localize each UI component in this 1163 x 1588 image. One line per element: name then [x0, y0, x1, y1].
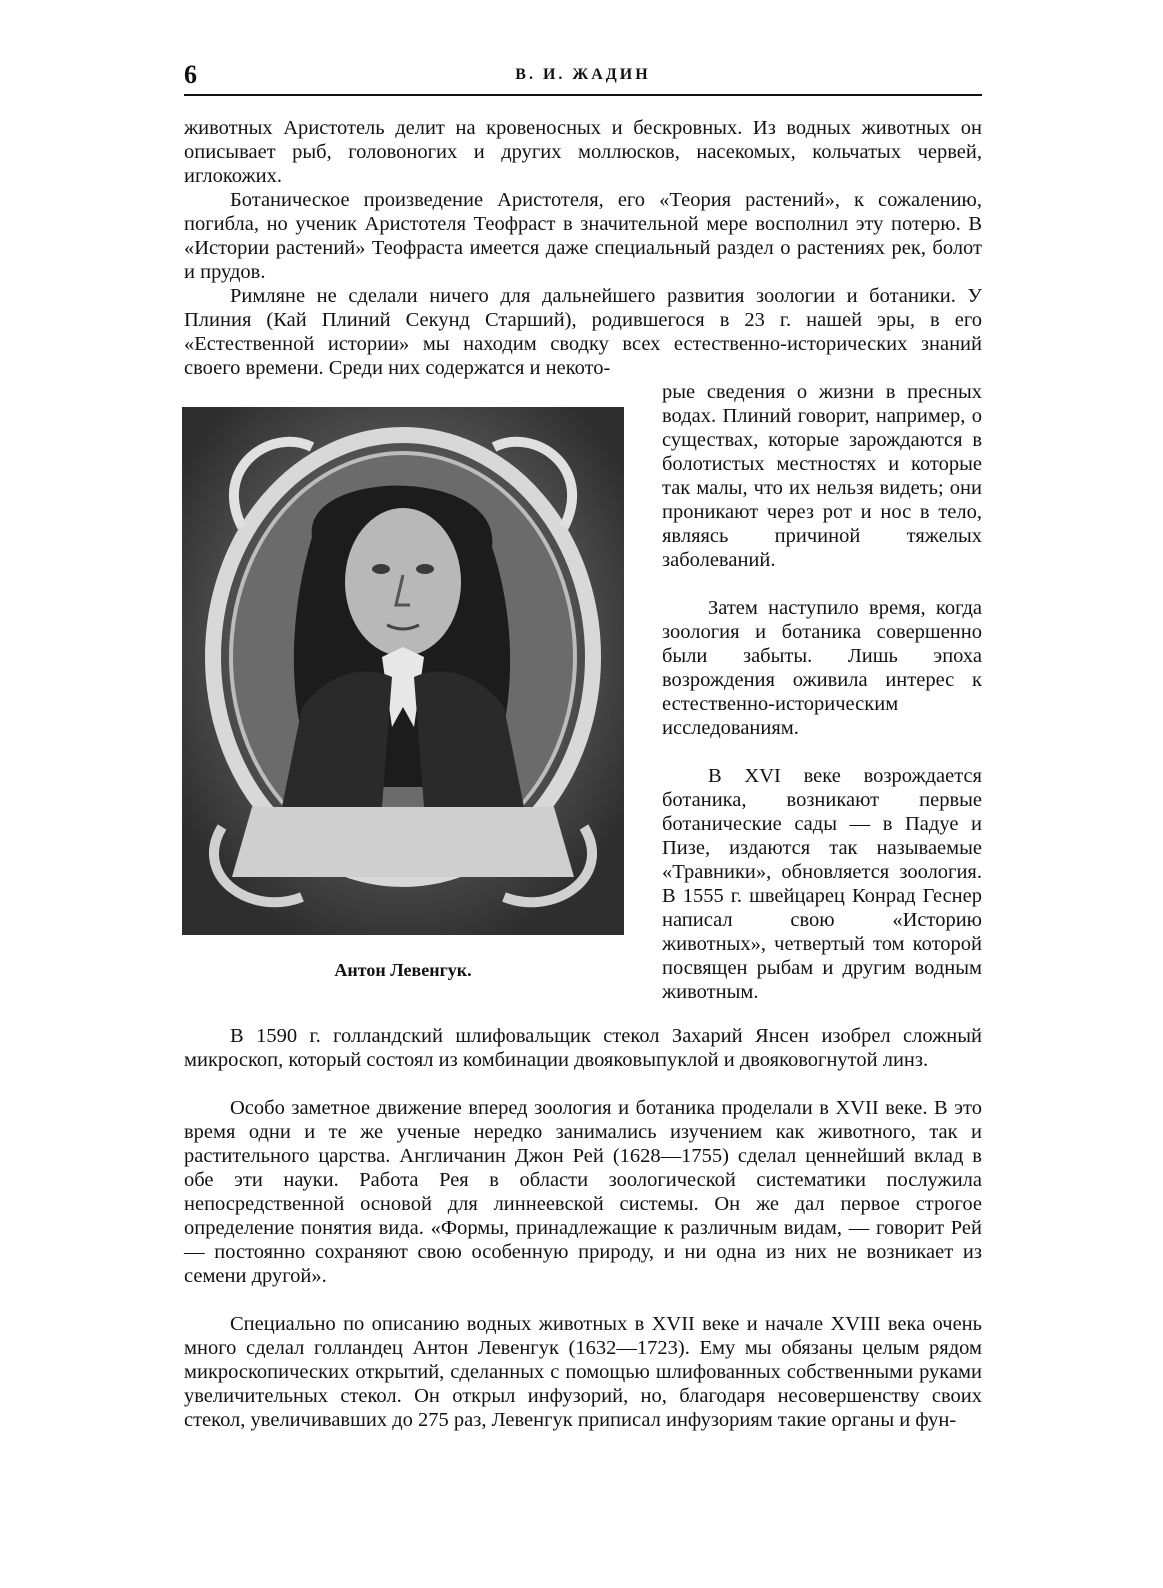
paragraph-john-ray: Особо заметное движение вперед зоология и ботаника проделали в XVII веке. В это время одни и те же ученые нередко занимались изучением как животного, так и растительного царства. Англичанин Джон Рей (1628—1755) сделал ценнейший вклад в обе эти науки. Работа Рея в области зоологической систематики послужила непосредственной основой для линнеевской системы. Он же дал первое строгое определение понятия вида. «Формы, принадлежащие к различным видам, — говорит Рей — постоянно сохраняют свою особенную природу, и ни одна из них не возникает из семени другой». [184, 1097, 982, 1287]
paragraph-aristotle-animals: животных Аристотель делит на кровеносных и бескровных. Из водных животных он описывает рыб, головоногих и других моллюсков, насекомых, кольчатых червей, иглокожих. [184, 117, 982, 187]
portrait-image [182, 407, 624, 935]
running-head-author: В. И. ЖАДИН [515, 66, 651, 83]
paragraph-romans-pliny: Римляне не сделали ничего для дальнейшего развития зоологии и ботаники. У Плиния (Кай Плиний Секунд Старший), родившегося в 23 г. нашей эры, в его «Естественной истории» мы находим сводку всех естественно-исторических знаний своего времени. Среди них содержатся и некото- [184, 285, 982, 379]
page-number: 6 [184, 60, 197, 89]
paragraph-jansen-microscope: В 1590 г. голландский шлифовальщик стекол Захарий Янсен изобрел сложный микроскоп, который состоял из комбинации двояковыпуклой и двояковогнутой линз. [184, 1025, 982, 1071]
paragraph-pliny-continued: рые сведения о жизни в пресных водах. Плиний говорит, например, о существах, которые зарождаются в болотистых местностях и которые так малы, что их нельзя видеть; они проникают через рот и нос в тело, являясь причиной тяжелых заболеваний. [662, 381, 982, 571]
portrait-leeuwenhoek [182, 407, 624, 935]
page-header [184, 60, 982, 96]
paragraph-renaissance: Затем наступило время, когда зоология и ботаника совершенно были забыты. Лишь эпоха возрождения оживила интерес к естественно-историческим исследованиям. [662, 597, 982, 739]
paragraph-aristotle-botany: Ботаническое произведение Аристотеля, его «Теория растений», к сожалению, погибла, но ученик Аристотеля Теофраст в значительной мере восполнил эту потерю. В «Истории растений» Теофраста имеется даже специальный раздел о растениях рек, болот и прудов. [184, 189, 982, 283]
paragraph-sixteenth-century: В XVI веке возрождается ботаника, возникают первые ботанические сады — в Падуе и Пизе, издаются так называемые «Травники», обновляется зоология. В 1555 г. швейцарец Конрад Геснер написал свою «Историю животных», четвертый том которой посвящен рыбам и другим водным животным. [662, 765, 982, 1003]
portrait-caption: Антон Левенгук. [334, 960, 472, 980]
paragraph-leeuwenhoek: Специально по описанию водных животных в XVII веке и начале XVIII века очень много сделал голландец Антон Левенгук (1632—1723). Ему мы обязаны целым рядом микроскопических открытий, сделанных с помощью шлифованных собственными руками увеличительных стекол. Он открыл инфузорий, но, благодаря несовершенству своих стекол, увеличивавших до 275 раз, Левенгук приписал инфузориям такие органы и фун- [184, 1313, 982, 1431]
